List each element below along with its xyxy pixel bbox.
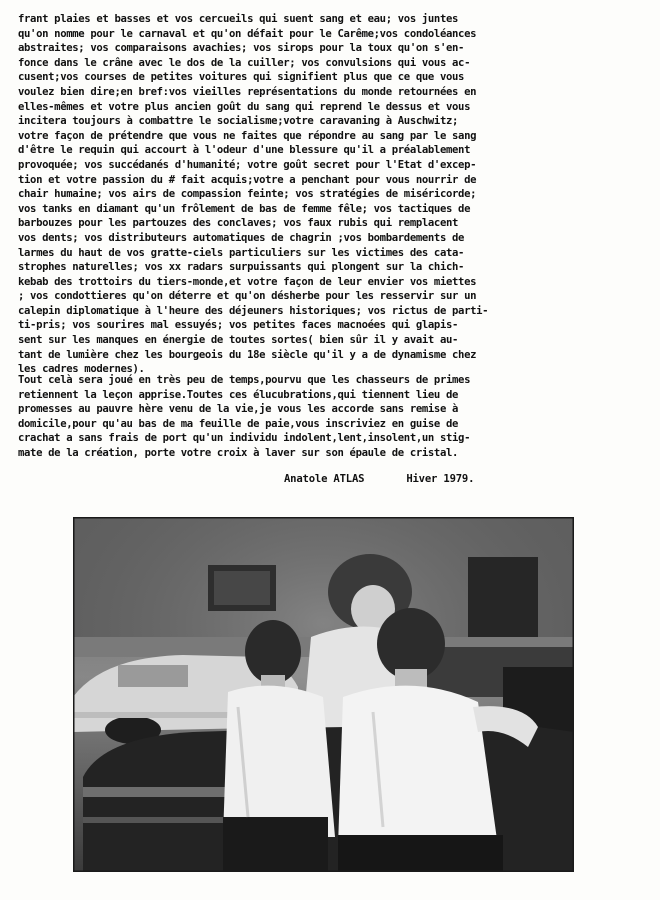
- signature-line: [284, 473, 474, 485]
- typed-paragraph-2: Tout celà sera joué en très peu de temps,pourvu que les chasseurs de primes retiennent la leçon apprise.Toutes ces élucubrations,qui tiennent lieu de promesses au pauvre hère venu de la vie,je vous les accorde sans remise à domicile,pour qu'au bas de ma feuille de paie,vous inscriviez en guise de crachat a sans frais de port qu'un individu indolent,lent,insolent,un stig- mate de la création, porte votre croix à laver sur son épaule de cristal.: [18, 374, 471, 459]
- signature-date: Hiver 1979.: [406, 473, 475, 485]
- author-name: Anatole ATLAS: [284, 473, 365, 485]
- street-photograph: [73, 517, 574, 872]
- typed-paragraph-1: frant plaies et basses et vos cercueils qui suent sang et eau; vos juntes qu'on nomme pour le carnaval et qu'on défait pour le Carême;vos condoléances abstraites; vos comparaisons avachies; vos sirops pour la toux qu'on s'en- fonce dans le crâne avec le dos de la cuiller; vos convulsions qui vous ac- cusent;vos courses de petites voitures qui signifient plus que ce que vous voulez bien dire;en bref:vos vieilles représentations du monde retournées en elles-mêmes et votre plus ancien goût du sang qui reprend le dessus et vous incitera toujours à combattre le socialisme;votre caravaning à Auschwitz; votre façon de prétendre que vous ne faites que répondre au sang par le sang d'être le requin qui accourt à l'odeur d'une blessure qu'il a préalablement provoquée; vos succédanés d'humanité; votre goût secret pour l'Etat d'excep- tion et votre passion du # fait acquis;votre a penchant pour vous nourrir de chair humaine; vos airs de compassion feinte; vos stratégies de miséricorde; vos tanks en diamant qu'un frôlement de bas de femme fêle; vos tactiques de barbouzes pour les partouzes des conclaves; vos faux rubis qui remplacent vos dents; vos distributeurs automatiques de chagrin ;vos bombardements de larmes du haut de vos gratte-ciels particuliers sur les victimes des cata- strophes naturelles; vos xx radars surpuissants qui plongent sur la chich- kebab des trottoirs du tiers-monde,et votre façon de leur envier vos miettes ; vos condottieres qu'on déterre et qu'on désherbe pour les resservir sur un calepin diplomatique à l'heure des déjeuners historiques; vos rictus de parti- ti-pris; vos sourires mal essuyés; vos petites faces macnoées qui glapis- sent sur les manques en énergie de toutes sortes( bien sûr il y avait au- tant de lumière chez les bourgeois du 18e siècle qu'il y a de dynamisme chez les cadres modernes).: [18, 13, 489, 376]
